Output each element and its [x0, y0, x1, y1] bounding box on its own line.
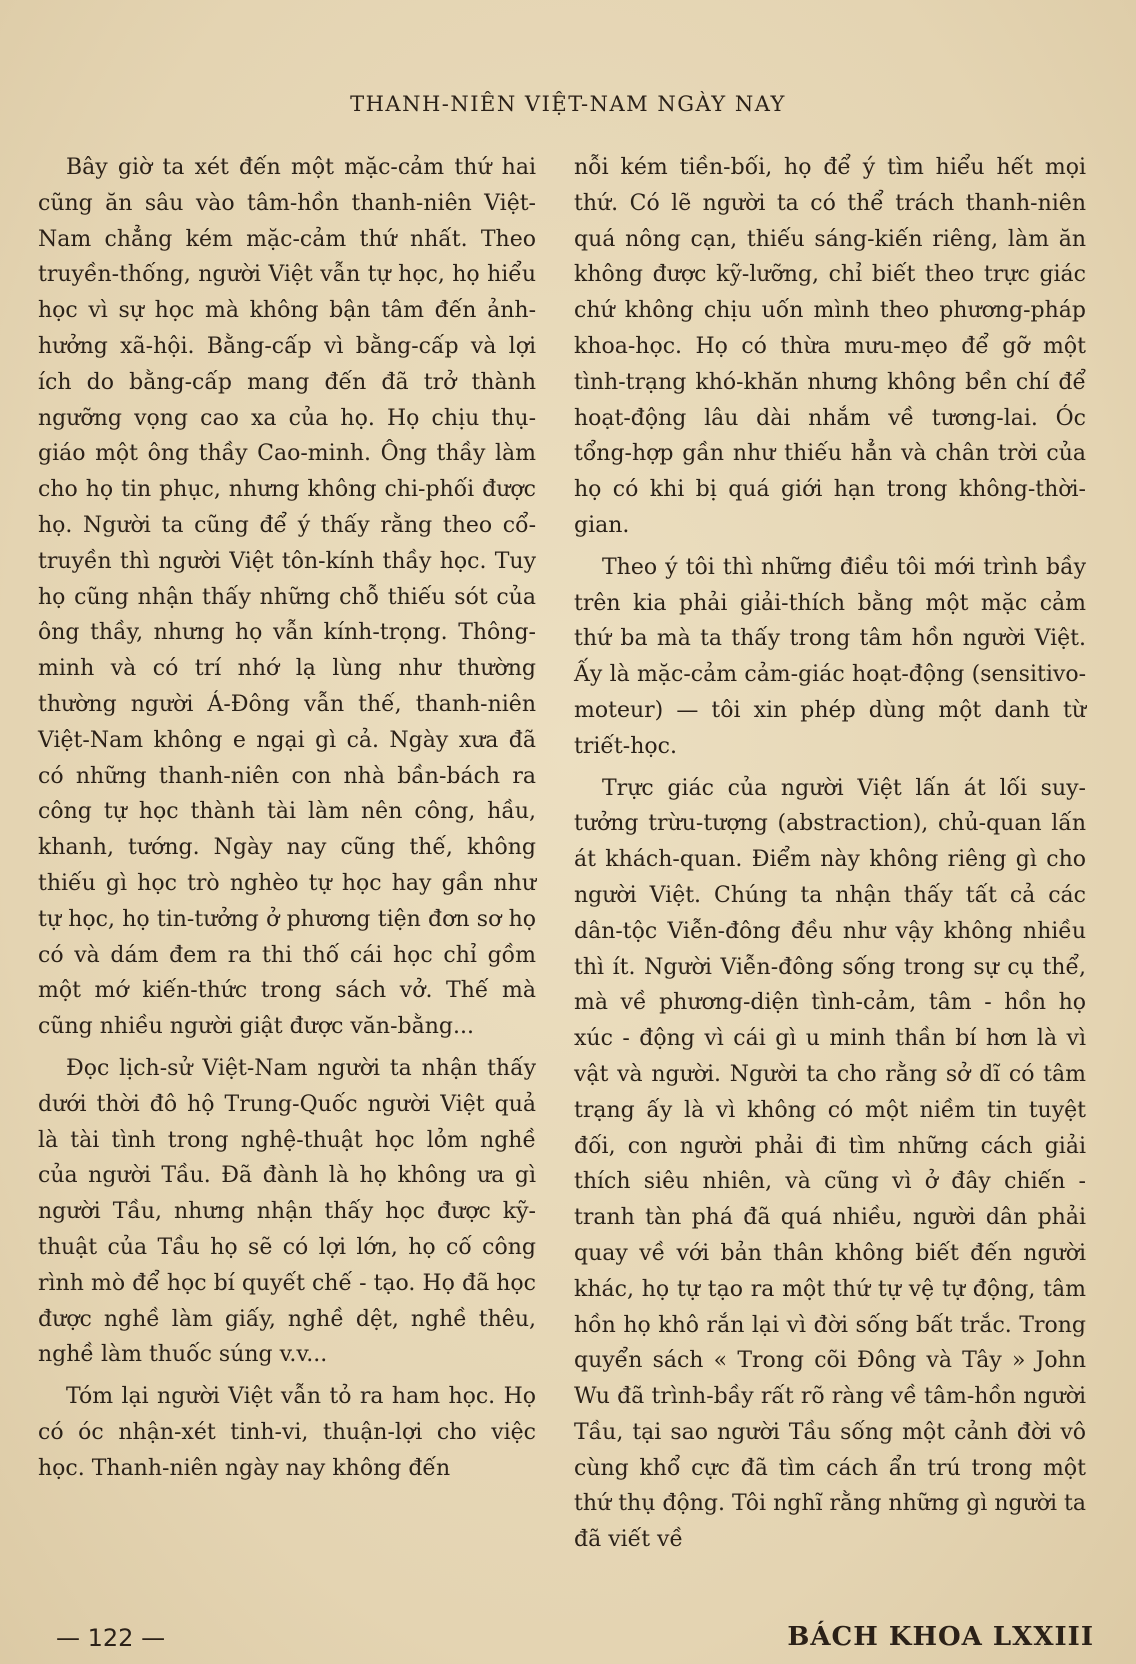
- paragraph: Đọc lịch-sử Việt-Nam người ta nhận thấy dưới thời đô hộ Trung-Quốc người Việt quả là tài tình trong nghệ-thuật học lỏm nghề của người Tầu. Đã đành là họ không ưa gì người Tầu, nhưng nhận thấy học được kỹ-thuật của Tầu họ sẽ có lợi lớn, họ cố công rình mò để học bí quyết chế - tạo. Họ đã học được nghề làm giấy, nghề dệt, nghề thêu, nghề làm thuốc súng v.v...: [38, 1055, 536, 1368]
- right-column: [574, 150, 1086, 1564]
- left-column: [38, 150, 536, 1492]
- paragraph: Tóm lại người Việt vẫn tỏ ra ham học. Họ có óc nhận-xét tinh-vi, thuận-lợi cho việc học. Thanh-niên ngày nay không đến: [38, 1384, 536, 1481]
- page-number: — 122 —: [56, 1624, 166, 1652]
- paragraph: Trực giác của người Việt lấn át lối suy-tưởng trừu-tượng (abstraction), chủ-quan lấn át khách-quan. Điểm này không riêng gì cho người Việt. Chúng ta nhận thấy tất cả các dân-tộc Viễn-đông đều như vậy không nhiều thì ít. Người Viễn-đông sống trong sự cụ thể, mà về phương-diện tình-cảm, tâm - hồn họ xúc - động vì cái gì u minh thần bí hơn là vì vật và người. Người ta cho rằng sở dĩ có tâm trạng ấy là vì không có một niềm tin tuyệt đối, con người phải đi tìm những cách giải thích siêu nhiên, và cũng vì ở đây chiến - tranh tàn phá đã quá nhiều, người dân phải quay về với bản thân không biết đến người khác, họ tự tạo ra một thứ tự vệ tự động, tâm hồn họ khô rắn lại vì đời sống bất trắc. Trong quyển sách « Trong cõi Đông và Tây » John Wu đã trình-bầy rất rõ ràng về tâm-hồn người Tầu, tại sao người Tầu sống một cảnh đời vô cùng khổ cực đã tìm cách ẩn trú trong một thứ thụ động. Tôi nghĩ rằng những gì người ta đã viết về: [574, 775, 1086, 1553]
- journal-name: BÁCH KHOA LXXIII: [787, 1622, 1094, 1652]
- running-title: THANH-NIÊN VIỆT-NAM NGÀY NAY: [350, 92, 786, 116]
- paragraph: Theo ý tôi thì những điều tôi mới trình bầy trên kia phải giải-thích bằng một mặc cảm thứ ba mà ta thấy trong tâm hồn người Việt. Ấy là mặc-cảm cảm-giác hoạt-động (sensitivo-moteur) — tôi xin phép dùng một danh từ triết-học.: [574, 554, 1086, 759]
- paragraph: Bây giờ ta xét đến một mặc-cảm thứ hai cũng ăn sâu vào tâm-hồn thanh-niên Việt-Nam chẳng kém mặc-cảm thứ nhất. Theo truyền-thống, người Việt vẫn tự học, họ hiểu học vì sự học mà không bận tâm đến ảnh-hưởng xã-hội. Bằng-cấp vì bằng-cấp và lợi ích do bằng-cấp mang đến đã trở thành ngưỡng vọng cao xa của họ. Họ chịu thụ-giáo một ông thầy Cao-minh. Ông thầy làm cho họ tin phục, nhưng không chi-phối được họ. Người ta cũng để ý thấy rằng theo cổ-truyền thì người Việt tôn-kính thầy học. Tuy họ cũng nhận thấy những chỗ thiếu sót của ông thầy, nhưng họ vẫn kính-trọng. Thông-minh và có trí nhớ lạ lùng như thường thường người Á-Đông vẫn thế, thanh-niên Việt-Nam không e ngại gì cả. Ngày xưa đã có những thanh-niên con nhà bần-bách ra công tự học thành tài làm nên công, hầu, khanh, tướng. Ngày nay cũng thế, không thiếu gì học trò nghèo tự học hay gần như tự học, họ tin-tưởng ở phương tiện đơn sơ họ có và dám đem ra thi thố cái học chỉ gồm một mớ kiến-thức trong sách vở. Thế mà cũng nhiều người giật được văn-bằng...: [38, 155, 536, 1040]
- paragraph: nỗi kém tiền-bối, họ để ý tìm hiểu hết mọi thứ. Có lẽ người ta có thể trách thanh-niên quá nông cạn, thiếu sáng-kiến riêng, làm ăn không được kỹ-lưỡng, chỉ biết theo trực giác chứ không chịu uốn mình theo phương-pháp khoa-học. Họ có thừa mưu-mẹo để gỡ một tình-trạng khó-khăn nhưng không bền chí để hoạt-động lâu dài nhắm về tương-lai. Óc tổng-hợp gần như thiếu hẳn và chân trời của họ có khi bị quá giới hạn trong không-thời-gian.: [574, 155, 1086, 538]
